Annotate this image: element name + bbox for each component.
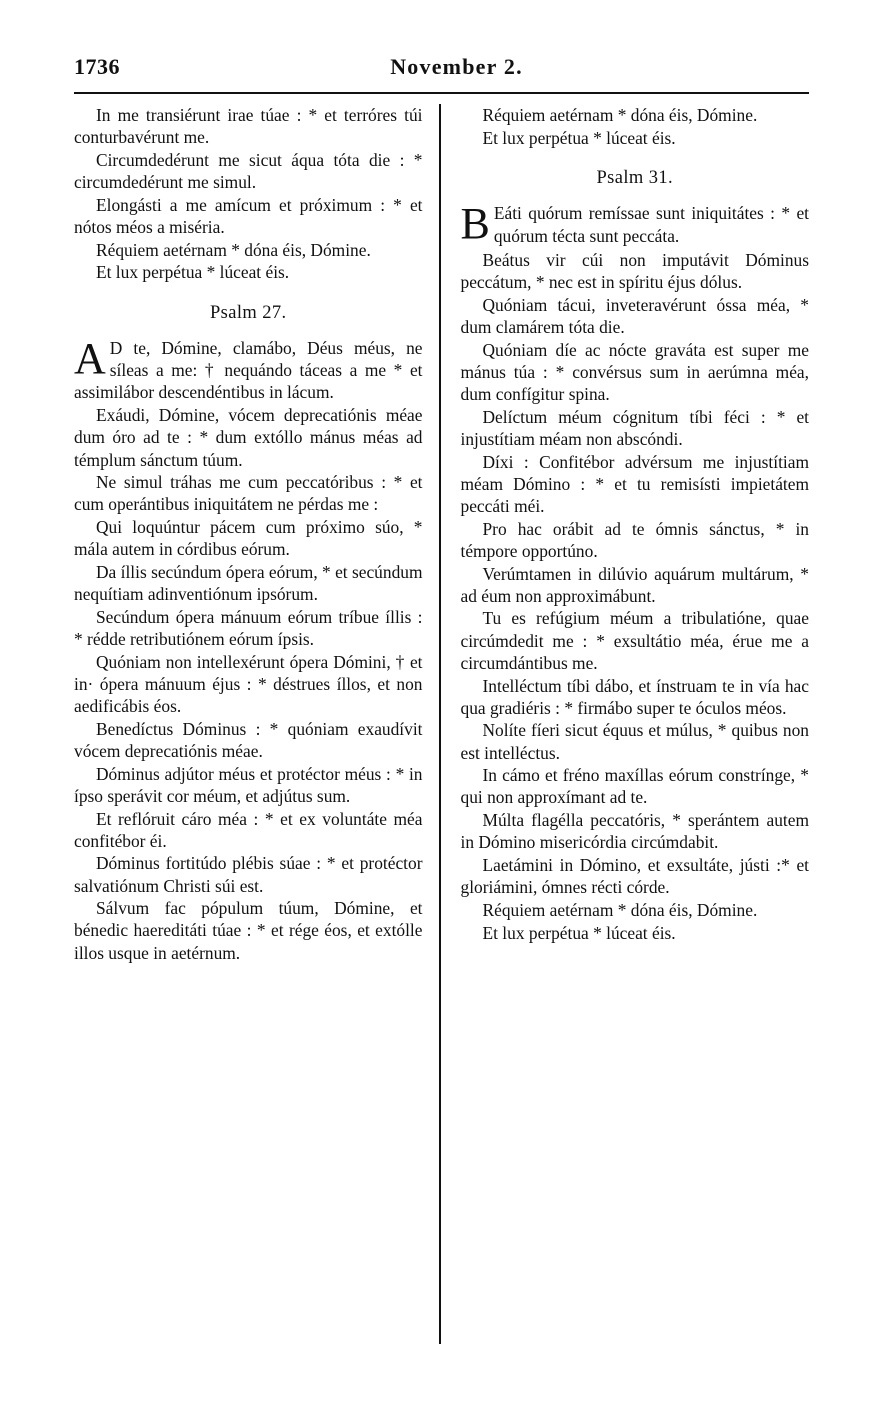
two-column-text-area <box>74 104 809 1344</box>
verse-line: Dóminus fortitúdo plébis súae : * et protéctor salvatiónum Christi súi est. <box>74 853 423 896</box>
verse-line: Delíctum méum cógnitum tíbi féci : * et injustítiam méam non abscóndi. <box>460 406 809 449</box>
folio-number: 1736 <box>74 54 120 79</box>
verse-line: In cámo et fréno maxíllas eórum constrínge, * qui non approxímant ad te. <box>460 765 809 808</box>
verse-line: Intelléctum tíbi dábo, et ínstruam te in vía hac qua gradiéris : * firmábo super te óculos méos. <box>460 675 809 718</box>
verse-line: Exáudi, Dómine, vócem deprecatiónis méae dum óro ad te : * dum extóllo mánus méas ad témplum sánctum túum. <box>74 405 423 470</box>
verse-line: Réquiem aetérnam * dóna éis, Dómine. <box>482 899 758 920</box>
right-column <box>441 104 810 1344</box>
verse-line: Et reflóruit cáro méa : * et ex voluntáte méa confitébor éi. <box>74 808 423 851</box>
left-column <box>74 104 439 1344</box>
psalm-heading: Psalm 27. <box>209 302 287 323</box>
verse-line: Pro hac orábit ad te ómnis sánctus, * in témpore opportúno. <box>460 518 809 561</box>
verse-line: Dóminus adjútor méus et protéctor méus : * in ípso sperávit cor méum, et adjútus sum. <box>74 763 423 806</box>
verse-line: Nolíte fíeri sicut équus et múlus, * quibus non est intelléctus. <box>460 720 809 763</box>
verse-line: Benedíctus Dóminus : * quóniam exaudívit vócem deprecatiónis méae. <box>74 718 423 761</box>
psalm-heading: Psalm 31. <box>596 167 674 188</box>
psalm-opening-block <box>74 334 423 404</box>
verse-line: Et lux perpétua * lúceat éis. <box>482 127 676 148</box>
verse-line: Circumdedérunt me sicut áqua tóta die : * circumdedérunt me simul. <box>74 149 423 193</box>
psalm-opening-text: D te, Dómine, clamábo, Déus méus, ne síleas a me: † nequándo táceas a me * et assimilábor descendéntibus in lácum. <box>74 338 423 403</box>
verse-line: Elongásti a me amícum et próximum : * et nótos méos a miséria. <box>74 194 423 237</box>
verse-line: Múlta flagélla peccatóris, * sperántem autem in Dómino misericórdia circúmdabit. <box>460 810 809 853</box>
verse-line: Beátus vir cúi non imputávit Dóminus peccátum, * nec est in spíritu éjus dólus. <box>460 249 809 293</box>
verse-line: Et lux perpétua * lúceat éis. <box>482 922 676 943</box>
verse-line: Réquiem aetérnam * dóna éis, Dómine. <box>482 105 758 125</box>
verse-line: Quóniam non intellexérunt ópera Dómini, † et in· ópera mánuum éjus : * déstrues íllos, et non aedificábis éos. <box>74 651 423 717</box>
verse-line: Sálvum fac pópulum túum, Dómine, et bénedic haereditáti túae : * et rége éos, et extólle illos usque in aetérnum. <box>74 898 423 963</box>
header-rule <box>74 92 809 94</box>
running-head-title: November 2. <box>390 54 523 79</box>
psalm-opening-block <box>460 199 810 249</box>
verse-line: Da íllis secúndum ópera eórum, * et secúndum nequítiam adinventiónum ipsórum. <box>74 561 423 605</box>
verse-line: Qui loquúntur pácem cum próximo súo, * mála autem in córdibus eórum. <box>74 517 423 560</box>
psalm-opening-text: Eáti quórum remíssae sunt iniquitátes : * et quórum técta sunt peccáta. <box>493 203 809 246</box>
verse-line: Et lux perpétua * lúceat éis. <box>96 262 290 283</box>
verse-line: In me transiérunt irae túae : * et terróres túi conturbavérunt me. <box>74 105 423 148</box>
verse-line: Tu es refúgium méum a tribulatióne, quae circúmdedit me : * exsultátio méa, érue me a circumdántibus me. <box>460 608 809 673</box>
verse-line: Laetámini in Dómino, et exsultáte, jústi :* et gloriámini, ómnes récti córde. <box>460 855 809 898</box>
verse-line: Réquiem aetérnam * dóna éis, Dómine. <box>96 239 371 260</box>
drop-cap-letter: B <box>460 199 490 249</box>
verse-line: Verúmtamen in dilúvio aquárum multárum, * ad éum non approximábunt. <box>460 563 809 606</box>
verse-line: Ne simul tráhas me cum peccatóribus : * et cum operántibus iniquitátem ne pérdas me : <box>74 472 423 515</box>
drop-cap-letter: A <box>74 334 106 384</box>
verse-line: Díxi : Confitébor advérsum me injustítiam méam Dómino : * et tu remisísti impietátem peccáti méi. <box>460 451 809 517</box>
page-header <box>74 54 809 84</box>
verse-line: Quóniam díe ac nócte graváta est super me mánus túa : * convérsus sum in aerúmna méa, dum confígitur spina. <box>460 339 809 405</box>
verse-line: Quóniam tácui, inveteravérunt óssa méa, * dum clamárem tóta die. <box>460 294 809 338</box>
verse-line: Secúndum ópera mánuum eórum tríbue íllis : * rédde retributiónem eórum ípsis. <box>74 606 423 650</box>
